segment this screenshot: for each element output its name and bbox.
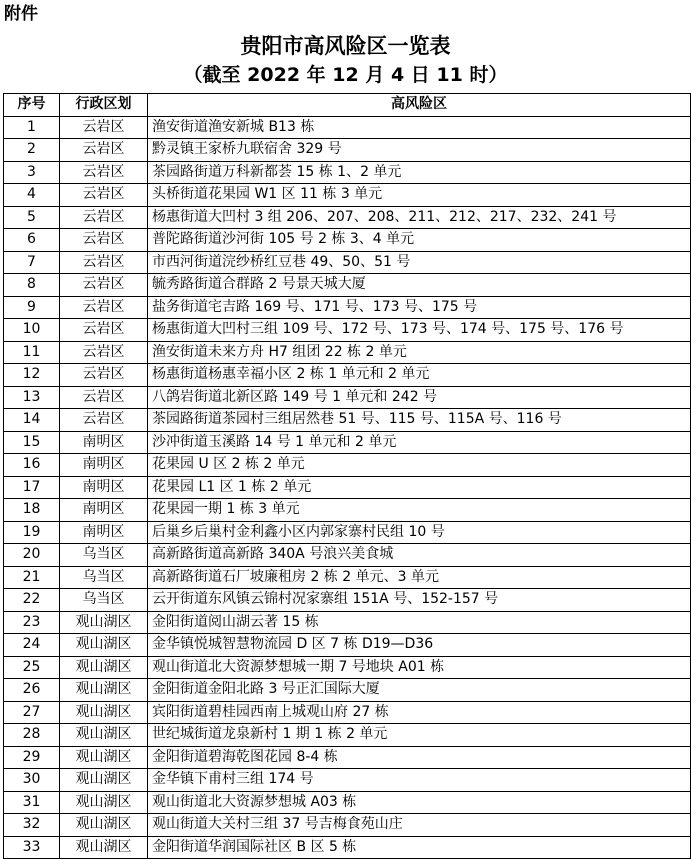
table-row xyxy=(4,274,691,297)
table-row xyxy=(4,791,691,814)
column-header-index: 序号 xyxy=(4,94,60,117)
row-district-cell: 云岩区 xyxy=(60,341,148,364)
table-row xyxy=(4,386,691,409)
row-area-cell: 杨惠街道大凹村 3 组 206、207、208、211、212、217、232、241 号 xyxy=(148,206,691,229)
row-district-cell: 南明区 xyxy=(60,476,148,499)
row-area-cell: 金华镇悦城智慧物流园 D 区 7 栋 D19—D36 xyxy=(148,634,691,657)
row-district-cell: 云岩区 xyxy=(60,116,148,139)
table-row xyxy=(4,206,691,229)
table-row xyxy=(4,409,691,432)
row-index-cell: 21 xyxy=(4,566,60,589)
row-district-cell: 云岩区 xyxy=(60,386,148,409)
high-risk-area-table xyxy=(3,93,691,859)
table-row xyxy=(4,139,691,162)
row-district-cell: 南明区 xyxy=(60,431,148,454)
document-title: 贵阳市高风险区一览表 xyxy=(240,34,451,58)
row-index-cell: 1 xyxy=(4,116,60,139)
row-index-cell: 16 xyxy=(4,454,60,477)
row-index-cell: 26 xyxy=(4,679,60,702)
row-area-cell: 花果园 U 区 2 栋 2 单元 xyxy=(148,454,691,477)
row-index-cell: 29 xyxy=(4,746,60,769)
row-index-cell: 12 xyxy=(4,364,60,387)
row-district-cell: 观山湖区 xyxy=(60,791,148,814)
row-index-cell: 25 xyxy=(4,656,60,679)
row-index-cell: 28 xyxy=(4,724,60,747)
row-district-cell: 观山湖区 xyxy=(60,746,148,769)
row-area-cell: 盐务街道宅吉路 169 号、171 号、173 号、175 号 xyxy=(148,296,691,319)
row-index-cell: 3 xyxy=(4,161,60,184)
row-area-cell: 金阳街道碧海乾图花园 8-4 栋 xyxy=(148,746,691,769)
row-index-cell: 6 xyxy=(4,229,60,252)
row-area-cell: 八鸽岩街道北新区路 149 号 1 单元和 242 号 xyxy=(148,386,691,409)
row-district-cell: 南明区 xyxy=(60,499,148,522)
row-index-cell: 33 xyxy=(4,836,60,859)
row-district-cell: 南明区 xyxy=(60,521,148,544)
row-district-cell: 观山湖区 xyxy=(60,836,148,859)
row-district-cell: 观山湖区 xyxy=(60,634,148,657)
table-row xyxy=(4,724,691,747)
row-area-cell: 杨惠街道杨惠幸福小区 2 栋 1 单元和 2 单元 xyxy=(148,364,691,387)
row-index-cell: 19 xyxy=(4,521,60,544)
row-district-cell: 观山湖区 xyxy=(60,611,148,634)
row-area-cell: 茶园路街道万科新都荟 15 栋 1、2 单元 xyxy=(148,161,691,184)
row-index-cell: 5 xyxy=(4,206,60,229)
row-index-cell: 4 xyxy=(4,184,60,207)
table-row xyxy=(4,116,691,139)
row-district-cell: 云岩区 xyxy=(60,184,148,207)
table-row xyxy=(4,431,691,454)
row-index-cell: 32 xyxy=(4,814,60,837)
row-area-cell: 头桥街道花果园 W1 区 11 栋 3 单元 xyxy=(148,184,691,207)
table-row xyxy=(4,544,691,567)
table-row xyxy=(4,476,691,499)
table-row xyxy=(4,814,691,837)
row-area-cell: 花果园一期 1 栋 3 单元 xyxy=(148,499,691,522)
attachment-label: 附件 xyxy=(4,4,38,24)
table-header-row xyxy=(4,94,691,117)
row-district-cell: 乌当区 xyxy=(60,544,148,567)
row-area-cell: 杨惠街道大凹村三组 109 号、172 号、173 号、174 号、175 号、176 号 xyxy=(148,319,691,342)
row-area-cell: 花果园 L1 区 1 栋 2 单元 xyxy=(148,476,691,499)
row-index-cell: 8 xyxy=(4,274,60,297)
row-area-cell: 茶园路街道茶园村三组居然巷 51 号、115 号、115A 号、116 号 xyxy=(148,409,691,432)
row-index-cell: 15 xyxy=(4,431,60,454)
row-district-cell: 云岩区 xyxy=(60,206,148,229)
row-district-cell: 云岩区 xyxy=(60,319,148,342)
table-row xyxy=(4,454,691,477)
row-district-cell: 观山湖区 xyxy=(60,724,148,747)
table-row xyxy=(4,656,691,679)
table-row xyxy=(4,184,691,207)
row-district-cell: 云岩区 xyxy=(60,274,148,297)
table-row xyxy=(4,566,691,589)
row-area-cell: 高新路街道高新路 340A 号浪兴美食城 xyxy=(148,544,691,567)
row-district-cell: 云岩区 xyxy=(60,364,148,387)
table-row xyxy=(4,746,691,769)
row-index-cell: 14 xyxy=(4,409,60,432)
row-index-cell: 17 xyxy=(4,476,60,499)
row-area-cell: 后巢乡后巢村金利鑫小区内郭家寨村民组 10 号 xyxy=(148,521,691,544)
table-row xyxy=(4,634,691,657)
table-row xyxy=(4,701,691,724)
table-row xyxy=(4,229,691,252)
row-district-cell: 云岩区 xyxy=(60,296,148,319)
row-area-cell: 渔安街道未来方舟 H7 组团 22 栋 2 单元 xyxy=(148,341,691,364)
table-row xyxy=(4,589,691,612)
column-header-district: 行政区划 xyxy=(60,94,148,117)
row-area-cell: 毓秀路街道合群路 2 号景天城大厦 xyxy=(148,274,691,297)
table-row xyxy=(4,364,691,387)
row-district-cell: 云岩区 xyxy=(60,229,148,252)
row-area-cell: 金阳街道金阳北路 3 号正汇国际大厦 xyxy=(148,679,691,702)
row-district-cell: 观山湖区 xyxy=(60,814,148,837)
table-row xyxy=(4,836,691,859)
table-body xyxy=(4,116,691,859)
row-district-cell: 云岩区 xyxy=(60,251,148,274)
row-area-cell: 高新路街道石厂坡廉租房 2 栋 2 单元、3 单元 xyxy=(148,566,691,589)
row-index-cell: 22 xyxy=(4,589,60,612)
row-district-cell: 云岩区 xyxy=(60,161,148,184)
table-row xyxy=(4,769,691,792)
row-area-cell: 普陀路街道沙河街 105 号 2 栋 3、4 单元 xyxy=(148,229,691,252)
row-area-cell: 观山街道北大资源梦想城 A03 栋 xyxy=(148,791,691,814)
row-district-cell: 乌当区 xyxy=(60,589,148,612)
row-index-cell: 18 xyxy=(4,499,60,522)
row-index-cell: 10 xyxy=(4,319,60,342)
row-index-cell: 24 xyxy=(4,634,60,657)
column-header-area: 高风险区 xyxy=(148,94,691,117)
row-area-cell: 金华镇下甫村三组 174 号 xyxy=(148,769,691,792)
row-area-cell: 沙冲街道玉溪路 14 号 1 单元和 2 单元 xyxy=(148,431,691,454)
row-area-cell: 市西河街道浣纱桥红豆巷 49、50、51 号 xyxy=(148,251,691,274)
row-index-cell: 9 xyxy=(4,296,60,319)
table-row xyxy=(4,161,691,184)
table-row xyxy=(4,521,691,544)
row-index-cell: 13 xyxy=(4,386,60,409)
row-district-cell: 观山湖区 xyxy=(60,701,148,724)
row-district-cell: 观山湖区 xyxy=(60,679,148,702)
row-area-cell: 观山街道北大资源梦想城一期 7 号地块 A01 栋 xyxy=(148,656,691,679)
row-index-cell: 23 xyxy=(4,611,60,634)
row-district-cell: 观山湖区 xyxy=(60,656,148,679)
row-district-cell: 云岩区 xyxy=(60,139,148,162)
row-district-cell: 云岩区 xyxy=(60,409,148,432)
row-area-cell: 金阳街道华润国际社区 B 区 5 栋 xyxy=(148,836,691,859)
row-area-cell: 黔灵镇王家桥九联宿舍 329 号 xyxy=(148,139,691,162)
row-index-cell: 20 xyxy=(4,544,60,567)
table-row xyxy=(4,341,691,364)
row-district-cell: 南明区 xyxy=(60,454,148,477)
row-area-cell: 观山街道大关村三组 37 号吉梅食苑山庄 xyxy=(148,814,691,837)
row-area-cell: 渔安街道渔安新城 B13 栋 xyxy=(148,116,691,139)
row-index-cell: 30 xyxy=(4,769,60,792)
row-area-cell: 金阳街道阅山湖云著 15 栋 xyxy=(148,611,691,634)
document-subtitle: （截至 2022 年 12 月 4 日 11 时） xyxy=(183,64,508,86)
table-row xyxy=(4,611,691,634)
row-district-cell: 乌当区 xyxy=(60,566,148,589)
row-area-cell: 云开街道东风镇云锦村况家寨组 151A 号、152-157 号 xyxy=(148,589,691,612)
table-row xyxy=(4,499,691,522)
row-index-cell: 2 xyxy=(4,139,60,162)
table-row xyxy=(4,319,691,342)
table-row xyxy=(4,679,691,702)
row-area-cell: 宾阳街道碧桂园西南上城观山府 27 栋 xyxy=(148,701,691,724)
row-index-cell: 27 xyxy=(4,701,60,724)
row-index-cell: 7 xyxy=(4,251,60,274)
row-index-cell: 11 xyxy=(4,341,60,364)
row-area-cell: 世纪城街道龙泉新村 1 期 1 栋 2 单元 xyxy=(148,724,691,747)
table-row xyxy=(4,296,691,319)
table-row xyxy=(4,251,691,274)
row-index-cell: 31 xyxy=(4,791,60,814)
row-district-cell: 观山湖区 xyxy=(60,769,148,792)
